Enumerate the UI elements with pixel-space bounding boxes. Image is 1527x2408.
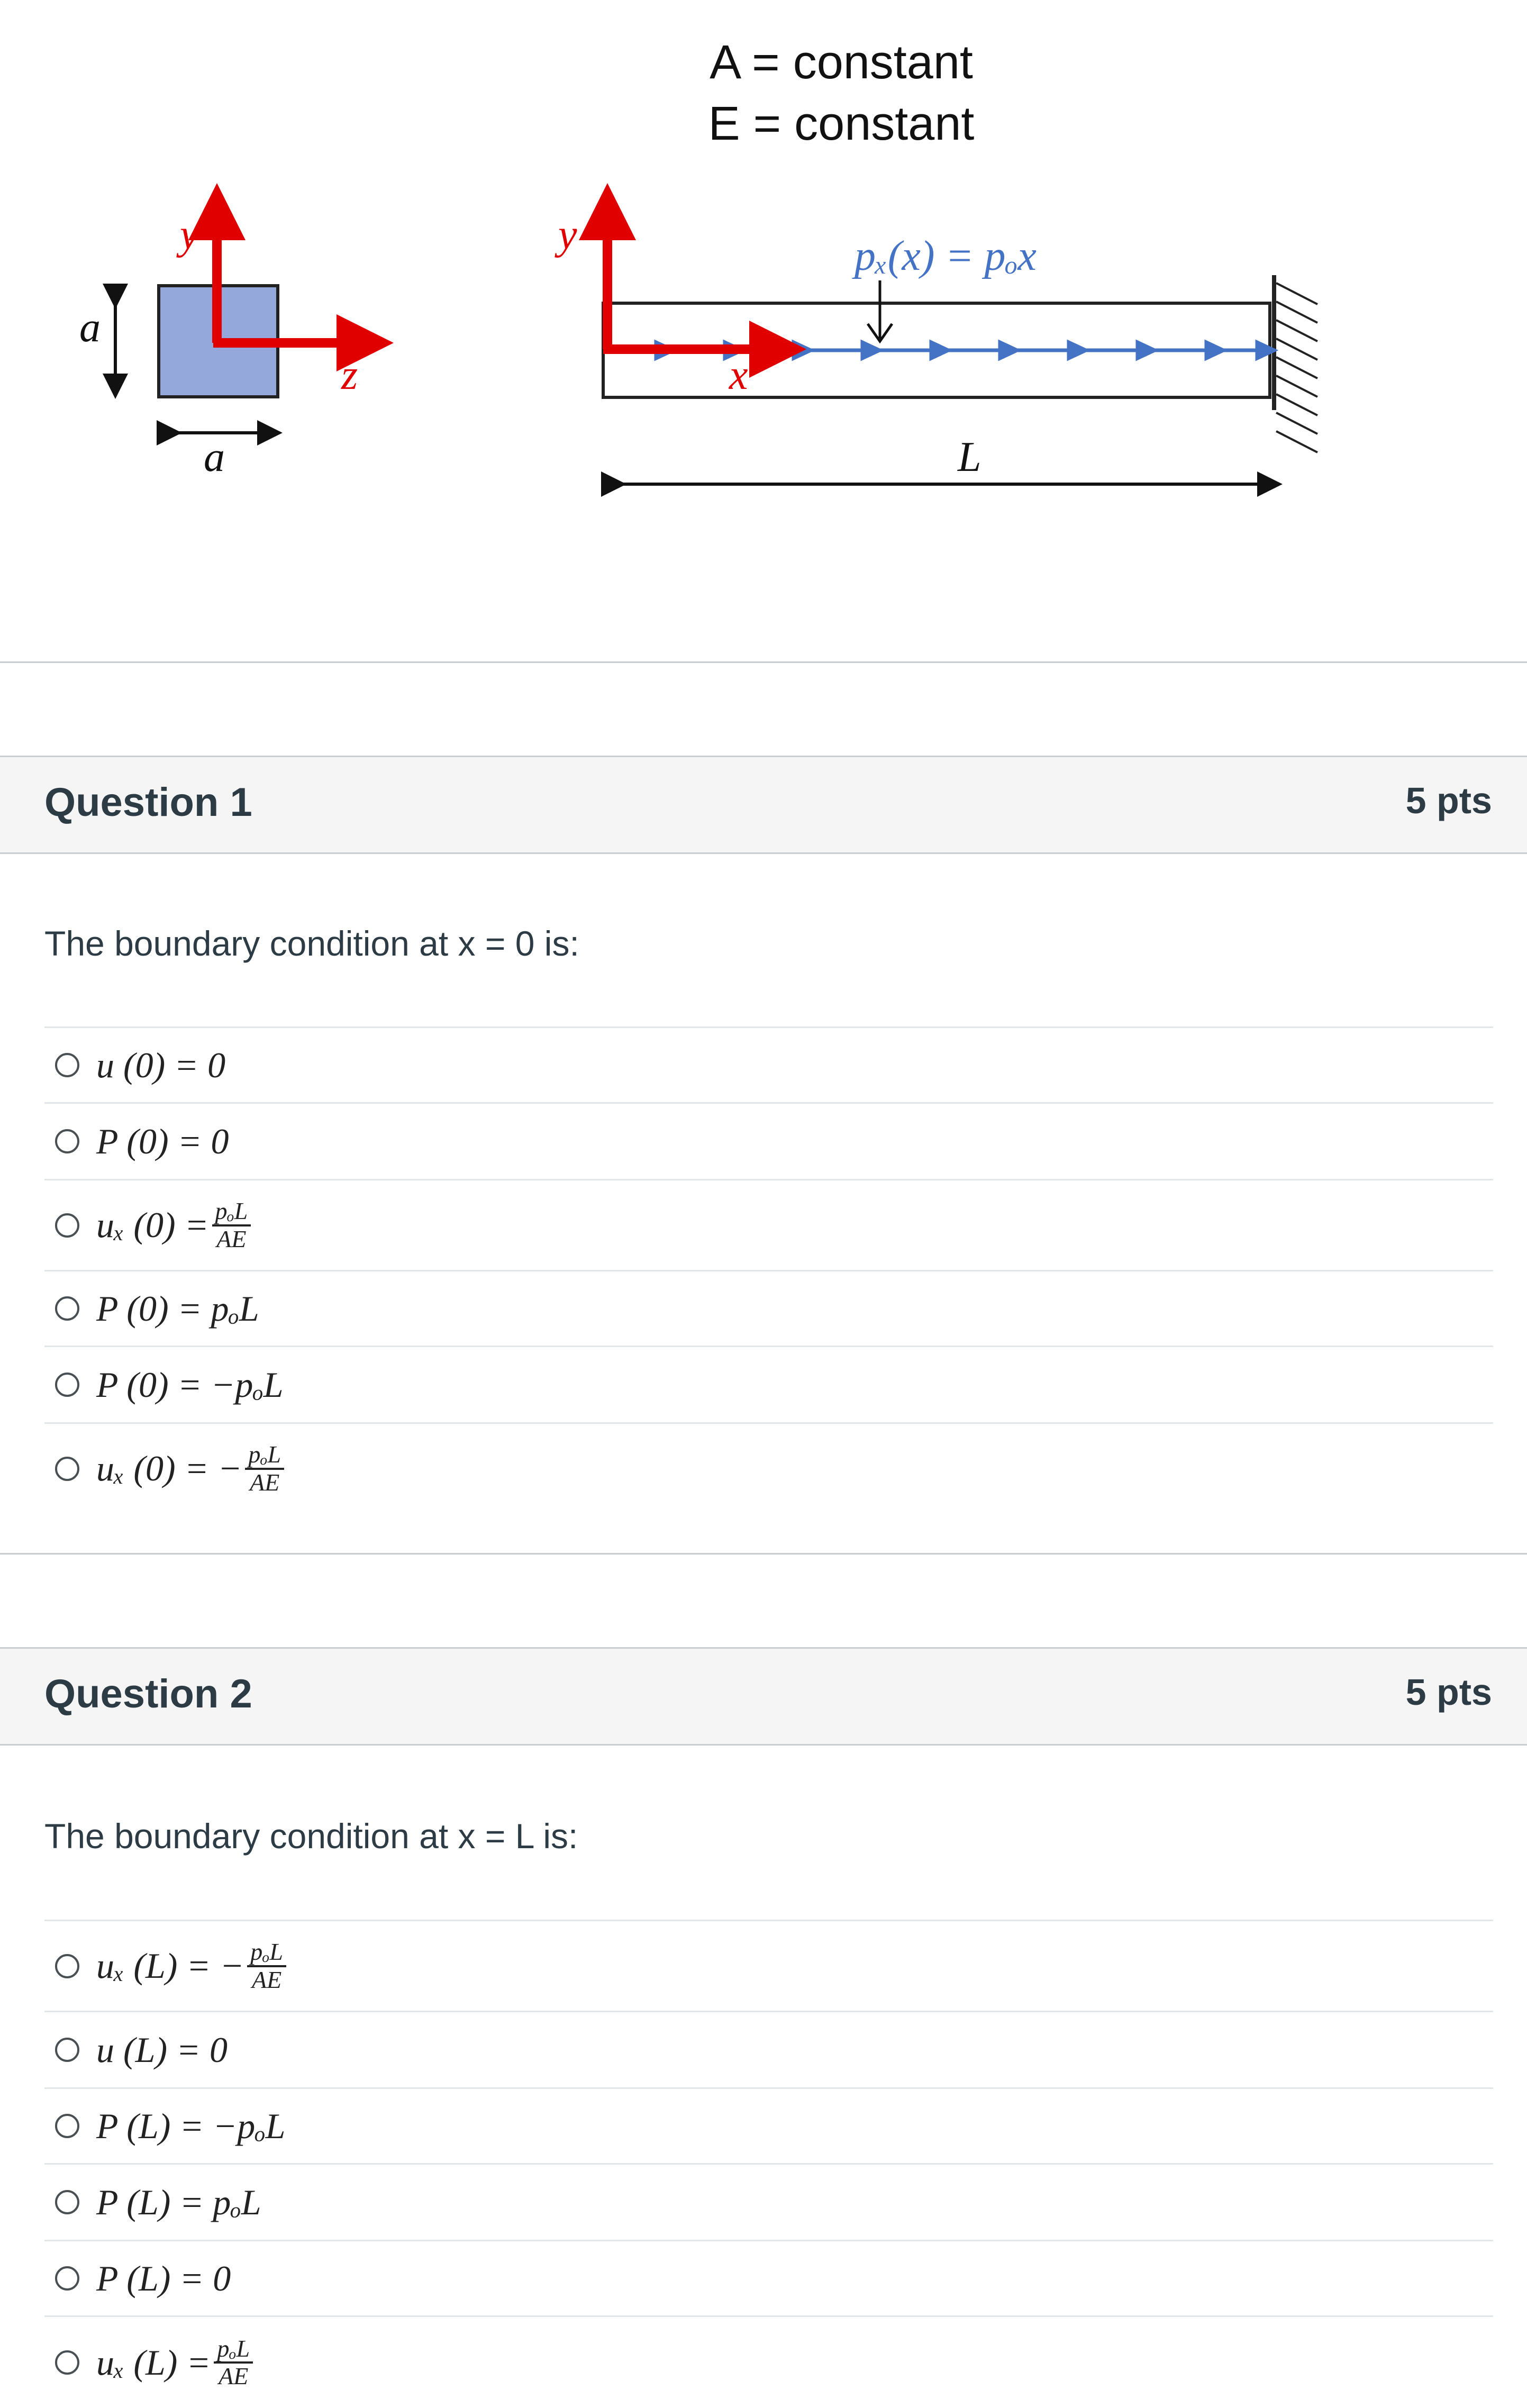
answer-option[interactable]: [44, 1026, 1493, 1102]
answer-label: uₓ (0) = $\frac{\text{pₒL}}{AE}$: [96, 1198, 254, 1252]
question-1-header: [0, 756, 1527, 854]
radio-button[interactable]: [55, 1296, 79, 1321]
cross-section: [79, 212, 365, 480]
radio-button[interactable]: [55, 1954, 79, 1978]
answer-label: P (0) = pₒL: [96, 1288, 259, 1329]
question-1-divider: [0, 1553, 1527, 1555]
question-2-title: Question 2: [44, 1671, 252, 1716]
wall-hatching: [1276, 283, 1317, 452]
answer-label: uₓ (L) = − $\frac{\text{pₒL}}{AE}$: [96, 1939, 289, 1993]
radio-button[interactable]: [55, 1213, 79, 1238]
question-1-answers: [44, 1026, 1493, 1513]
radio-button[interactable]: [55, 1053, 79, 1077]
answer-option[interactable]: [44, 1270, 1493, 1346]
fraction: $\frac{\text{pₒL}}{AE}$: [245, 1442, 284, 1495]
answer-label: P (L) = −pₒL: [96, 2105, 286, 2146]
answer-label: uₓ (0) = − $\frac{\text{pₒL}}{AE}$: [96, 1442, 287, 1495]
radio-button[interactable]: [55, 2038, 79, 2062]
question-1-title: Question 1: [44, 780, 252, 825]
radio-button[interactable]: [55, 1457, 79, 1481]
radio-button[interactable]: [55, 2266, 79, 2291]
answer-label: u (L) = 0: [96, 2029, 228, 2070]
beam-y-label: y: [558, 212, 577, 258]
beam-figure: [0, 0, 1527, 661]
answer-label: u (0) = 0: [96, 1044, 226, 1085]
radio-button[interactable]: [55, 1129, 79, 1153]
radio-button[interactable]: [55, 2190, 79, 2214]
radio-button[interactable]: [55, 2350, 79, 2375]
answer-option[interactable]: [44, 1920, 1493, 2011]
fraction: $\frac{\text{pₒL}}{AE}$: [212, 1198, 251, 1252]
length-label: L: [958, 434, 981, 480]
answer-option[interactable]: [44, 1422, 1493, 1513]
cs-z-label: z: [341, 352, 358, 398]
figure-divider: [0, 661, 1527, 663]
answer-option[interactable]: [44, 1179, 1493, 1270]
answer-option[interactable]: [44, 1346, 1493, 1422]
question-2-prompt: The boundary condition at x = L is:: [44, 1816, 578, 1856]
answer-option[interactable]: [44, 2240, 1493, 2315]
modulus-constant-label: E = constant: [708, 97, 975, 150]
answer-option[interactable]: [44, 2087, 1493, 2163]
radio-button[interactable]: [55, 1373, 79, 1397]
cs-width-label: a: [204, 434, 225, 480]
radio-button[interactable]: [55, 2114, 79, 2138]
question-1-points: 5 pts: [1405, 780, 1492, 821]
load-label: pₓ(x) = pₒx: [855, 233, 1037, 279]
answer-label: P (L) = 0: [96, 2258, 231, 2298]
question-2-points: 5 pts: [1405, 1671, 1492, 1713]
answer-option[interactable]: [44, 2163, 1493, 2240]
question-2-answers: [44, 1920, 1493, 2408]
answer-option[interactable]: [44, 1102, 1493, 1179]
answer-option[interactable]: [44, 2315, 1493, 2408]
question-1-prompt: The boundary condition at x = 0 is:: [44, 924, 579, 963]
beam: [555, 212, 1317, 484]
answer-label: uₓ (L) = $\frac{\text{pₒL}}{AE}$: [96, 2336, 256, 2389]
fraction: $\frac{\text{pₒL}}{AE}$: [247, 1939, 286, 1993]
answer-option[interactable]: [44, 2011, 1493, 2087]
fraction: $\frac{\text{pₒL}}{AE}$: [214, 2336, 253, 2389]
question-2-header: [0, 1647, 1527, 1746]
beam-x-label: x: [729, 352, 748, 398]
area-constant-label: A = constant: [710, 36, 973, 89]
cs-height-label: a: [79, 304, 101, 351]
answer-label: P (0) = 0: [96, 1121, 229, 1161]
answer-label: P (0) = −pₒL: [96, 1364, 284, 1405]
cs-y-label: y: [180, 212, 199, 258]
answer-label: P (L) = pₒL: [96, 2182, 261, 2222]
